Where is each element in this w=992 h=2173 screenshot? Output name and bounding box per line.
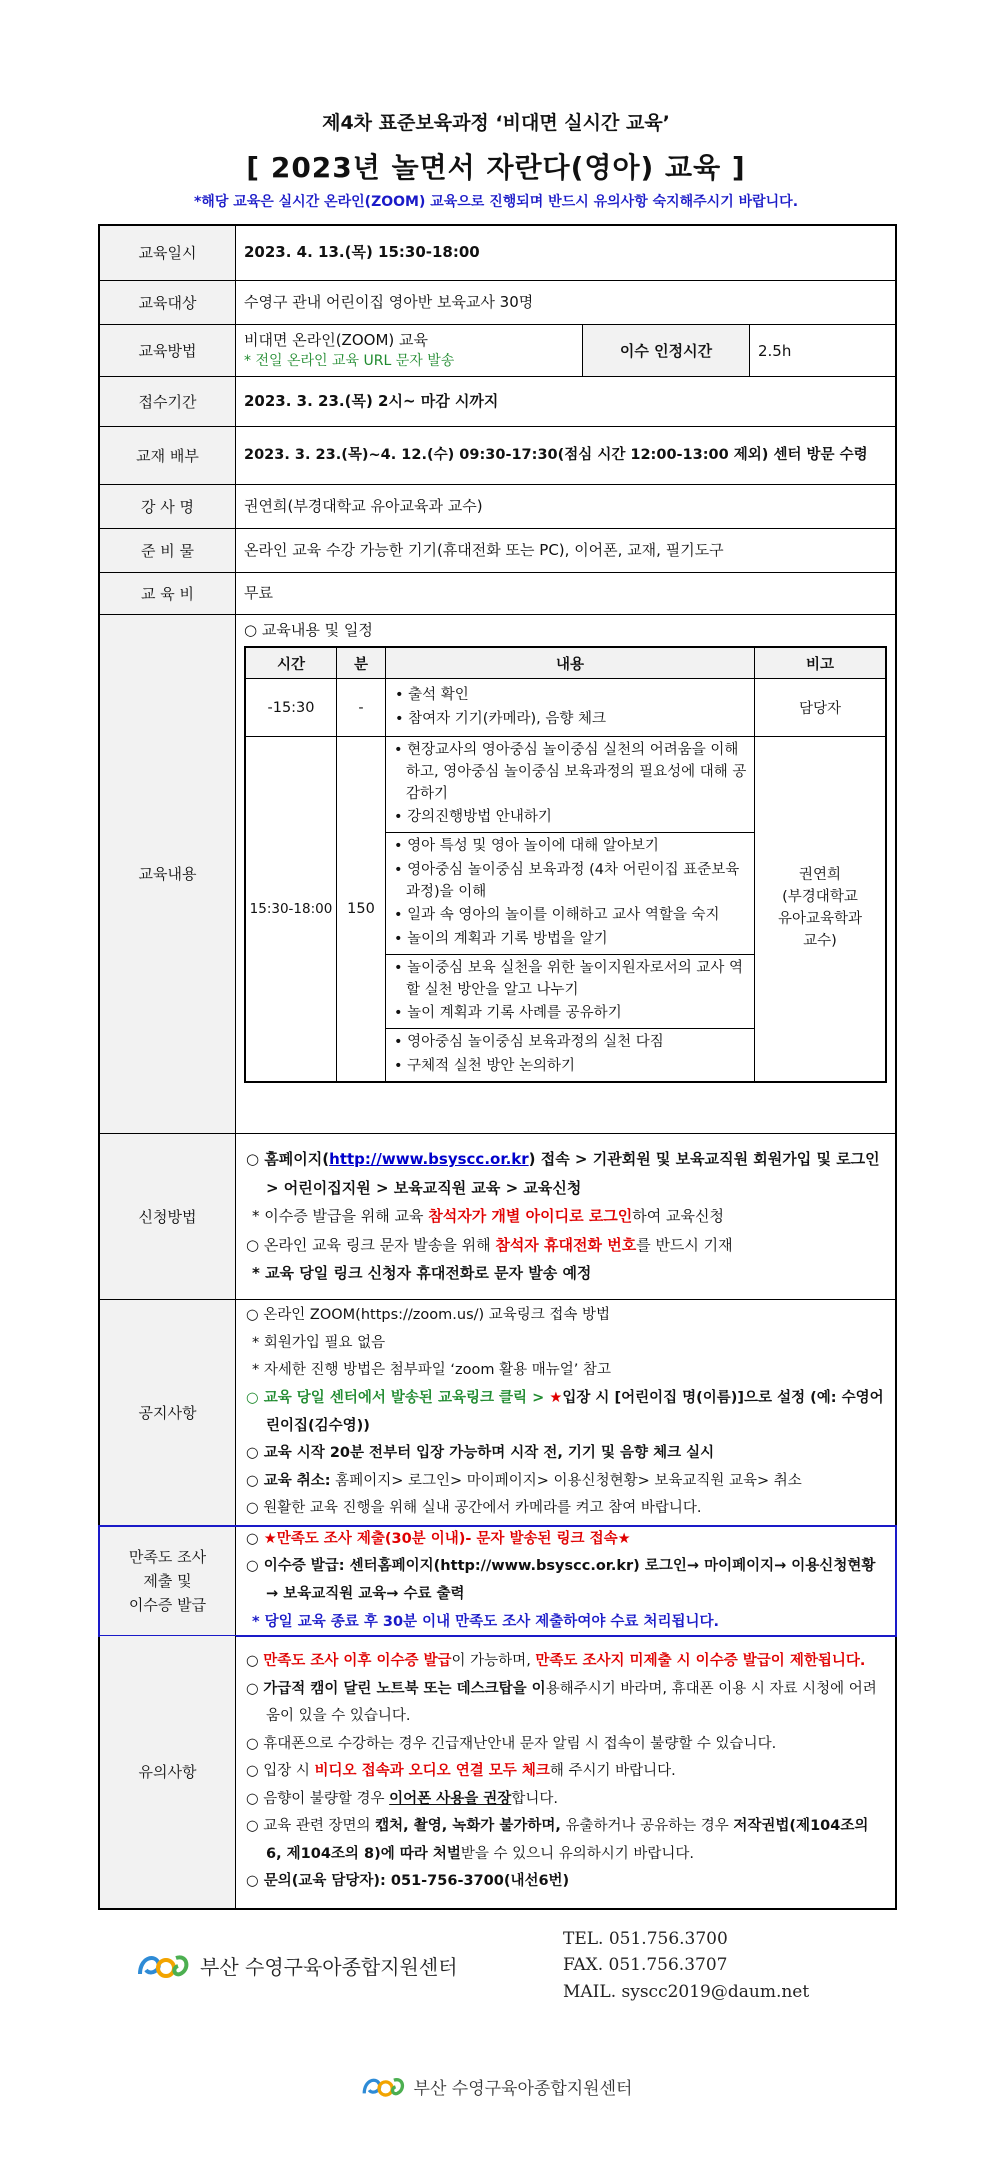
survey-line: * 당일 교육 종료 후 30분 이내 만족도 조사 제출하여야 수료 처리됩니다. [252,1613,719,1630]
content-heading: ○ 교육내용 및 일정 [244,621,373,639]
schedule-time: 15:30-18:00 [245,737,337,1082]
notice-line: * 자세한 진행 방법은 첨부파일 ‘zoom 활용 매뉴얼’ 참고 [252,1362,611,1379]
value-credit-hours: 2.5h [758,341,792,360]
notice-line: * 회원가입 필요 없음 [252,1334,386,1351]
center-logo-icon [136,1948,192,1982]
row-target [100,281,895,325]
row-material [100,427,895,485]
caution-line: ○ 만족도 조사 이후 이수증 발급이 가능하며, 만족도 조사지 미제출 시 이수증 발급이 제한됩니다. [246,1653,866,1670]
label-material: 교재 배부 [100,427,236,484]
schedule-minutes: - [337,679,386,737]
schedule-item: • 일과 속 영아의 놀이를 이해하고 교사 역할을 숙지 [394,907,720,924]
caution-line: ○ 음향이 불량할 경우 이어폰 사용을 권장합니다. [246,1790,558,1807]
footer-org-block [136,1948,458,1982]
info-table [98,224,897,1910]
row-caution [100,1636,895,1908]
schedule-time: -15:30 [245,679,337,737]
caution-line: ○ 문의(교육 담당자): 051-756-3700(내선6번) [246,1873,570,1890]
schedule-item: • 출석 확인 [395,686,469,703]
schedule-item: • 구체적 실천 방안 논의하기 [394,1057,576,1074]
value-period: 2023. 3. 23.(목) 2시~ 마감 시까지 [244,391,499,410]
label-prep: 준 비 물 [100,529,236,572]
notice-line: ○ 교육 시작 20분 전부터 입장 가능하며 시작 전, 기기 및 음향 체크 실시 [246,1445,715,1462]
notice-line: ○ 교육 취소: 홈페이지> 로그인> 마이페이지> 이용신청현황> 보육교직원 교육> 취소 [246,1472,802,1489]
schedule-item: • 영아중심 놀이중심 보육과정의 실천 다짐 [394,1034,664,1050]
label-notice: 공지사항 [100,1300,236,1525]
footer-mail: MAIL. syscc2019@daum.net [563,1981,810,2002]
zoom-notice: *해당 교육은 실시간 온라인(ZOOM) 교육으로 진행되며 반드시 유의사항 숙지해주시기 바랍니다. [193,194,799,210]
label-caution: 유의사항 [100,1636,236,1908]
center-logo-icon [360,2072,408,2100]
value-target: 수영구 관내 어린이집 영아반 보육교사 30명 [244,292,534,311]
schedule-item: • 참여자 기기(카메라), 음향 체크 [395,710,606,727]
row-notice [100,1300,895,1526]
apply-line: * 이수증 발급을 위해 교육 참석자가 개별 아이디로 로그인하여 교육신청 [252,1207,725,1226]
schedule-item: • 놀이의 계획과 기록 방법을 알기 [394,931,608,947]
value-fee: 무료 [244,583,273,602]
schedule-item: • 놀이중심 보육 실천을 위한 놀이지원자로서의 교사 역할 실천 방안을 알고 나누기 [394,959,743,998]
schedule-group [386,833,754,955]
label-date: 교육일시 [100,226,236,280]
bottom-footer-org: 부산 수영구육아종합지원센터 [413,2078,633,2099]
apply-line: * 교육 당일 링크 신청자 휴대전화로 문자 발송 예정 [252,1264,592,1283]
label-method: 교육방법 [100,325,236,376]
schedule-note: 담당자 [755,679,887,737]
schedule-group [386,955,754,1029]
schedule-item: • 놀이 계획과 기록 사례를 공유하기 [394,1005,622,1022]
label-fee: 교 육 비 [100,573,236,614]
schedule-item: • 현장교사의 영아중심 놀이중심 실천의 어려움을 이해하고, 영아중심 놀이중심 보육과정의 필요성에 대해 공감하기 [394,742,747,802]
value-method: 비대면 온라인(ZOOM) 교육 [244,330,428,349]
label-period: 접수기간 [100,377,236,426]
row-lecturer [100,485,895,529]
caution-line: ○ 가급적 캠이 달린 노트북 또는 데스크탑을 이용해주시기 바라며, 휴대폰 이용 시 자료 시청에 어려움이 있을 수 있습니다. [246,1680,877,1725]
label-credit-hours: 이수 인정시간 [583,325,750,376]
label-apply: 신청방법 [100,1134,236,1299]
notice-line: ○ 온라인 ZOOM(https://zoom.us/) 교육링크 접속 방법 [246,1307,611,1324]
method-url-note: * 전일 온라인 교육 URL 문자 발송 [244,353,455,370]
col-note: 비고 [755,647,887,679]
schedule-item: • 영아중심 놀이중심 보육과정 (4차 어린이집 표준보육과정)을 이해 [394,861,740,900]
label-lecturer: 강 사 명 [100,485,236,528]
homepage-link[interactable]: http://www.bsyscc.or.kr [329,1150,529,1169]
col-content: 내용 [386,647,755,679]
footer-org-name: 부산 수영구육아종합지원센터 [200,1954,458,1979]
value-date: 2023. 4. 13.(목) 15:30-18:00 [244,243,480,262]
caution-line: ○ 입장 시 비디오 접속과 오디오 연결 모두 체크해 주시기 바랍니다. [246,1763,676,1780]
notice-line: ○ 원활한 교육 진행을 위해 실내 공간에서 카메라를 켜고 참여 바랍니다. [246,1500,702,1517]
apply-line: ○ 온라인 교육 링크 문자 발송을 위해 참석자 휴대전화 번호를 반드시 기재 [246,1235,733,1254]
value-lecturer: 권연희(부경대학교 유아교육과 교수) [244,496,483,515]
bottom-footer [0,2072,992,2100]
footer-fax: FAX. 051.756.3707 [563,1955,728,1976]
survey-line: ○ 이수증 발급: 센터홈페이지(http://www.bsyscc.or.kr) 로그인→ 마이페이지→ 이용신청현황→ 보육교직원 교육→ 수료 출력 [246,1558,876,1602]
document-title: [ 2023년 놀면서 자란다(영아) 교육 ] [246,151,746,184]
row-content [100,615,895,1134]
schedule-group [386,737,754,833]
footer-tel: TEL. 051.756.3700 [563,1929,728,1949]
schedule-row [245,737,886,1082]
row-method [100,325,895,377]
schedule-note: 권연희 (부경대학교 유아교육학과 교수) [755,737,887,1082]
label-target: 교육대상 [100,281,236,324]
schedule-item: • 강의진행방법 안내하기 [394,809,552,826]
value-material: 2023. 3. 23.(목)~4. 12.(수) 09:30-17:30(점심 시간 12:00-13:00 제외) 센터 방문 수령 [244,447,868,464]
row-fee [100,573,895,615]
notice-line: ○ 교육 당일 센터에서 발송된 교육링크 클릭 > ★입장 시 [어린이집 명(이름)]으로 설정 (예: 수영어린이집(김수영)) [246,1389,884,1434]
schedule-group [386,1029,754,1081]
caution-line: ○ 교육 관련 장면의 캡처, 촬영, 녹화가 불가하며, 유출하거나 공유하는 경우 저작권법(제104조의 6, 제104조의 8)에 따라 처벌받을 수 있으니 유의하시기 바랍니다. [246,1818,869,1862]
row-period [100,377,895,427]
caution-line: ○ 휴대폰으로 수강하는 경우 긴급재난안내 문자 알림 시 접속이 불량할 수 있습니다. [246,1735,777,1752]
document-subtitle: 제4차 표준보육과정 ‘비대면 실시간 교육’ [322,112,670,134]
footer-contact [563,1926,809,2005]
label-survey: 만족도 조사 제출 및 이수증 발급 [100,1527,236,1635]
schedule-minutes: 150 [337,737,386,1082]
schedule-table [244,646,887,1083]
schedule-item: • 영아 특성 및 영아 놀이에 대해 알아보기 [394,838,659,854]
row-prep [100,529,895,573]
apply-line: ○ 홈페이지(http://www.bsyscc.or.kr) 접속 > 기관회원 및 보육교직원 회원가입 및 로그인 > 어린이집지원 > 보육교직원 교육 > 교육신청 [246,1150,880,1197]
row-date [100,226,895,281]
row-survey [98,1525,897,1637]
value-prep: 온라인 교육 수강 가능한 기기(휴대전화 또는 PC), 이어폰, 교재, 필기도구 [244,540,724,559]
label-content: 교육내용 [100,615,236,1133]
col-minutes: 분 [337,647,386,679]
schedule-row [245,679,886,737]
survey-line: ○ ★만족도 조사 제출(30분 이내)- 문자 발송된 링크 접속★ [246,1530,631,1547]
row-apply [100,1134,895,1300]
col-time: 시간 [245,647,337,679]
